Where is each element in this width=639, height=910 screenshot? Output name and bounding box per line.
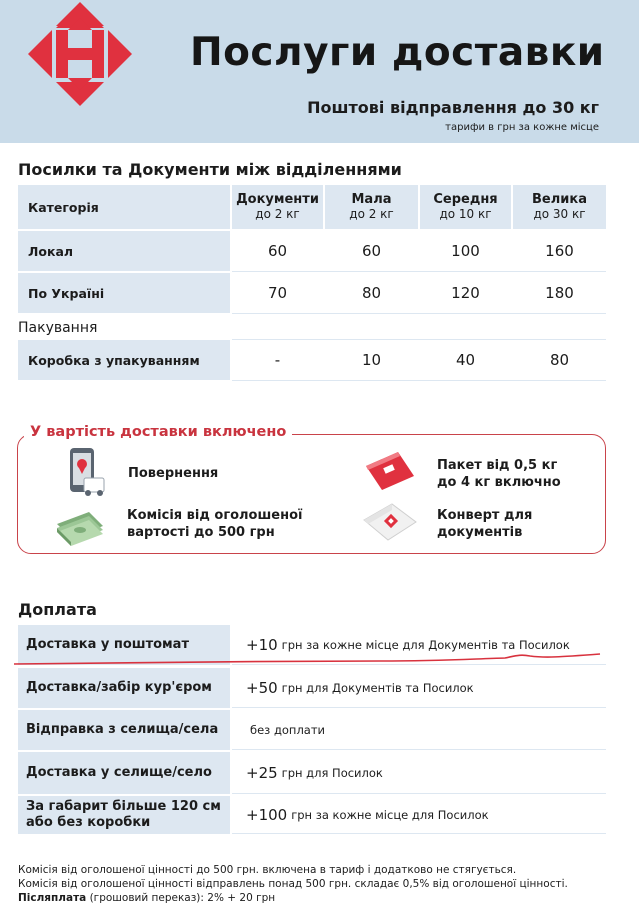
surcharge-amount: +25 [246,763,278,782]
footnote-line: Комісія від оголошеної цінності відправлень понад 500 грн. складає 0,5% від оголошеної цінності. [18,878,568,891]
table-cell: 120 [420,273,511,313]
page-subtitle: Поштові відправлення до 30 кг [307,98,599,117]
column-header-medium [420,185,511,229]
surcharge-label-village-send [18,710,230,750]
surcharge-section-title: Доплата [18,600,97,619]
surcharge-label-village-delivery [18,752,230,794]
surcharge-desc: без доплати [250,722,326,737]
red-underline-mark [0,646,639,668]
surcharge-amount: +100 [246,805,288,824]
column-limit: до 10 кг [439,206,492,221]
surcharge-label-text: За габарит більше 120 см [26,799,221,815]
included-text-line: до 4 кг включно [437,474,561,490]
packaging-label: Пакування [18,320,98,336]
red-packet-icon [362,450,418,492]
footnote-text: (грошовий переказ): 2% + 20 грн [86,892,276,905]
row-label-local: Локал [18,231,230,271]
table-cell: 100 [420,231,511,271]
surcharge-label-text: Доставка/забір кур'єром [26,680,212,696]
table-cell: 180 [513,273,606,313]
footnote-line [18,891,568,905]
included-text-line: документів [437,524,523,540]
table-cell: 10 [325,340,418,380]
row-divider [232,339,606,340]
column-name: Документи [236,191,319,207]
column-name: Середня [433,191,498,207]
surcharge-value-courier [232,668,606,708]
included-returns [128,466,218,483]
footnotes [18,863,568,906]
envelope-icon [362,500,418,544]
included-text-line: Повернення [128,466,219,481]
surcharge-label-text: або без коробки [26,815,151,830]
surcharge-value-oversize [232,796,606,834]
surcharge-value-village-delivery [232,752,606,794]
page-title: Послуги доставки [190,30,605,75]
column-limit: до 30 кг [533,206,586,221]
surcharge-label-text: Доставка у поштомат [26,637,189,653]
surcharge-label-courier [18,668,230,708]
included-text-line: Комісія від оголошеної [127,508,303,523]
surcharge-desc: грн за кожне місце для Документів та Посилок [281,637,570,652]
row-label-ukraine: По Україні [18,273,230,313]
included-text-line: вартості до 500 грн [127,524,275,540]
surcharge-desc: грн за кожне місце для Посилок [291,807,489,822]
table-cell: 160 [513,231,606,271]
column-name: Велика [532,191,587,207]
tariff-note: тарифи в грн за кожне місце [445,122,599,133]
category-header: Категорія [18,185,230,229]
row-divider [232,313,606,314]
column-header-small [325,185,418,229]
surcharge-desc: грн для Документів та Посилок [281,680,474,695]
phone-return-icon [62,446,108,498]
parcels-section-title: Посилки та Документи між відділеннями [18,160,402,179]
surcharge-amount: +10 [246,635,278,654]
column-header-large [513,185,606,229]
included-commission [127,508,302,542]
included-packet [437,458,561,492]
surcharge-amount: +50 [246,678,278,697]
row-divider [232,380,606,381]
table-cell: 70 [232,273,323,313]
footnote-line: Комісія від оголошеної цінності до 500 грн. включена в тариф і додатково не стягується. [18,864,517,876]
row-divider [232,271,606,272]
table-cell: 80 [513,340,606,380]
included-envelope [437,508,532,542]
table-cell: - [232,340,323,380]
surcharge-label-text: Доставка у селище/село [26,765,212,781]
surcharge-label-text: Відправка з селища/села [26,722,219,738]
money-stack-icon [55,506,105,548]
included-title: У вартість доставки включено [24,424,292,440]
table-cell: 80 [325,273,418,313]
nova-poshta-logo-icon [28,2,132,106]
column-name: Мала [351,191,392,207]
table-cell: 40 [420,340,511,380]
row-label-box: Коробка з упакуванням [18,340,230,380]
footnote-bold: Післяплата [18,892,87,905]
header-banner [0,0,639,143]
table-cell: 60 [325,231,418,271]
surcharge-value-village-send [232,710,606,750]
column-limit: до 2 кг [255,206,300,221]
surcharge-desc: грн для Посилок [281,765,383,780]
column-header-documents [232,185,323,229]
included-text-line: Пакет від 0,5 кг [437,458,558,473]
included-text-line: Конверт для [437,508,533,523]
table-cell: 60 [232,231,323,271]
column-limit: до 2 кг [349,206,394,221]
surcharge-label-oversize [18,796,230,834]
